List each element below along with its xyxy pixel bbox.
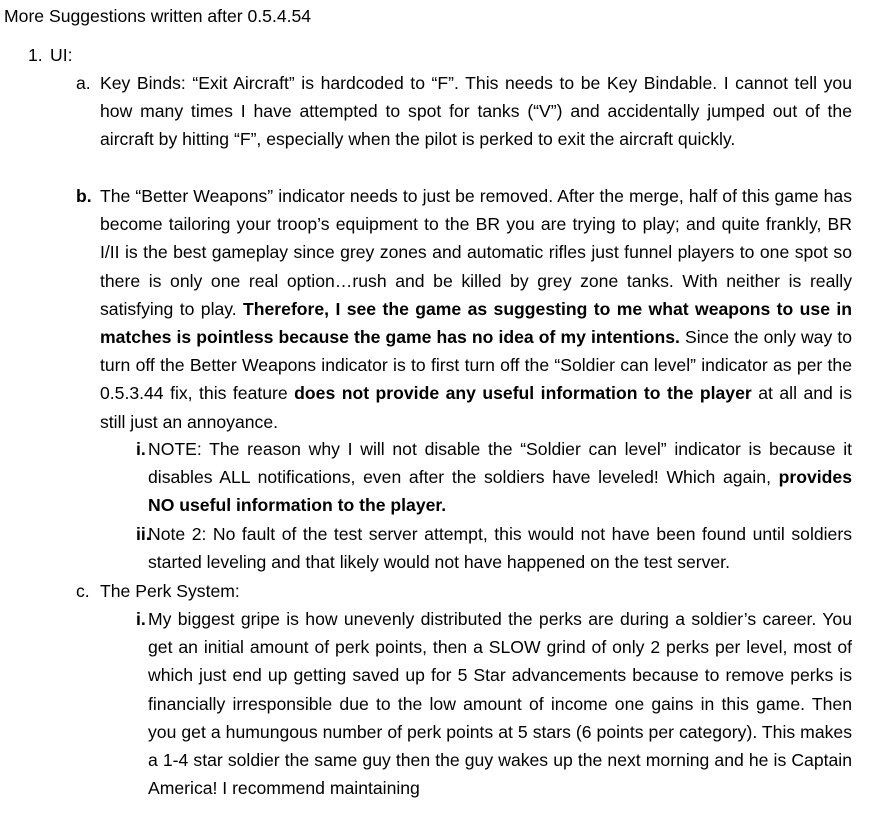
paragraph-key-binds: Key Binds: “Exit Aircraft” is hardcoded to “F”. This needs to be Key Bindable. I cannot tell you how many times I have attempted to spot for tanks (“V”) and accidentally jumped out of the aircraft by hitting “F”, especially when the pilot is perked to exit the aircraft quickly. xyxy=(100,73,852,150)
list-item-ui xyxy=(28,41,72,69)
list-item-c xyxy=(76,577,852,605)
paragraph-better-weapons xyxy=(100,182,852,436)
paragraph-note xyxy=(148,435,852,520)
text-run: NOTE: The reason why I will not disable the “Soldier can level” indicator is because it disables ALL notifications, even after the soldiers have leveled! Which again, xyxy=(148,439,852,488)
paragraph-perk-system: The Perk System: xyxy=(100,581,240,601)
list-item-a xyxy=(76,69,852,154)
text-run: The “Better Weapons” indicator needs to just be removed. After the merge, half of this game has become tailoring your troop’s equipment to the BR you are trying to play; and quite frankly, BR I/II is the best gameplay since grey zones and automatic rifles just funnel players to one spot so there is only one real option…rush and be killed by grey zone tanks. With neither is really satisfying to play. xyxy=(100,186,852,319)
document-title: More Suggestions written after 0.5.4.54 xyxy=(4,6,312,26)
list-item-b-i xyxy=(136,435,852,520)
list-marker: c. xyxy=(76,581,90,601)
list-item-b xyxy=(76,182,852,436)
bold-text-run: Therefore, I see the game as suggesting to me what weapons to use in matches is pointless because the game has no idea of my intentions. xyxy=(100,298,852,348)
list-item-b-ii xyxy=(136,520,852,576)
list-marker: i. xyxy=(136,439,146,459)
list-marker: i. xyxy=(136,609,146,629)
list-marker: a. xyxy=(76,73,91,93)
text-run: at all and is still just an annoyance. xyxy=(100,383,853,432)
list-marker: b. xyxy=(76,186,92,206)
paragraph-note-2: Note 2: No fault of the test server attempt, this would not have been found until soldiers started leveling and that likely would not have happened on the test server. xyxy=(148,524,852,573)
list-label: UI: xyxy=(50,45,73,65)
text-run: Since the only way to turn off the Better Weapons indicator is to first turn off the “Soldier can level” indicator as per the 0.5.3.44 fix, this feature xyxy=(100,327,852,404)
paragraph-perk-gripe: My biggest gripe is how unevenly distributed the perks are during a soldier’s career. You get an initial amount of perk points, then a SLOW grind of only 2 perks per level, most of which just end up getting saved up for 5 Star advancements because to remove perks is financially irresponsible due to the low amount of income one gains in this game. Then you get a humungous number of perk points at 5 stars (6 points per category). This makes a 1-4 star soldier the same guy then the guy wakes up the next morning and he is Captain America! I recommend maintaining xyxy=(148,609,852,799)
bold-text-run: provides NO useful information to the player. xyxy=(148,467,852,516)
list-marker: ii. xyxy=(136,524,151,544)
bold-text-run: does not provide any useful information to the player xyxy=(294,383,752,404)
list-number: 1. xyxy=(28,45,43,65)
list-item-c-i xyxy=(136,605,852,802)
